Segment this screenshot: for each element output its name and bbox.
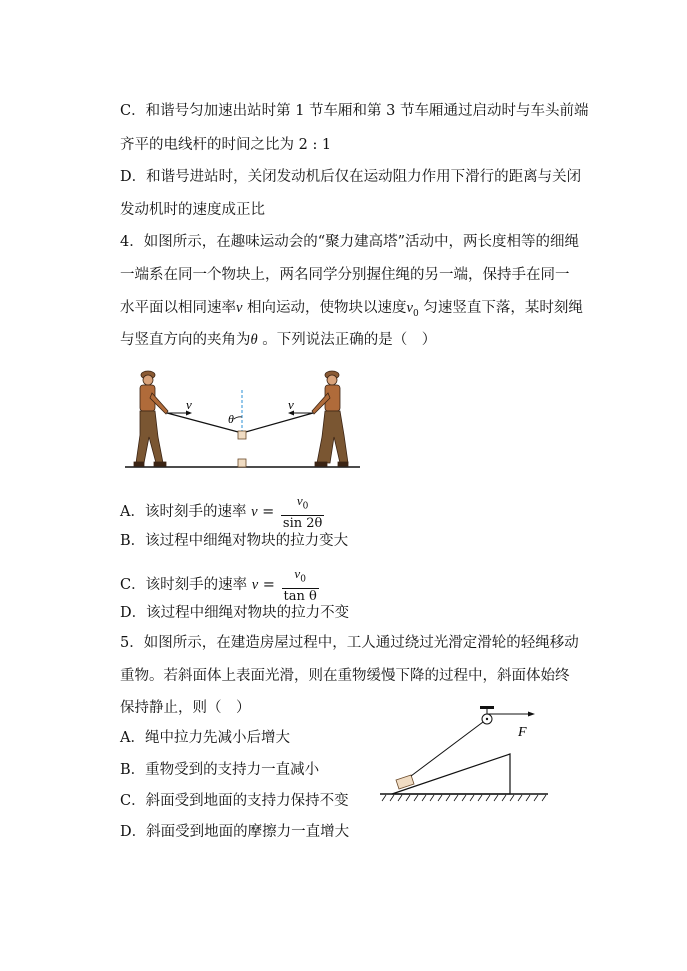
q5-stem-line2: 重物。若斜面体上表面光滑，则在重物缓慢下降的过程中，斜面体始终 bbox=[120, 668, 570, 684]
angle-arc bbox=[234, 417, 242, 419]
left-person bbox=[134, 371, 168, 466]
q4-stem-line2: 一端系在同一个物块上，两名同学分别握住绳的另一端，保持手在同一 bbox=[120, 267, 570, 283]
theta-label: θ bbox=[228, 412, 234, 426]
q4-option-c-fraction: $\frac{v_0}{\text{tan θ}}$ bbox=[283, 566, 317, 604]
q5-stem-line1: 5．如图所示，在建造房屋过程中，工人通过绕过光滑定滑轮的轻绳移动 bbox=[120, 635, 579, 651]
ground-hatching bbox=[382, 795, 546, 801]
q5-figure bbox=[378, 700, 553, 806]
q5-option-a: A．绳中拉力先减小后增大 bbox=[120, 730, 290, 746]
q4-option-a: A．该时刻手的速率 v = $\frac{v_0}{\sin 2\theta}$ bbox=[120, 493, 323, 531]
q3-option-c-line2: 齐平的电线杆的时间之比为 2 : 1 bbox=[120, 137, 332, 153]
rope-to-pulley bbox=[411, 722, 483, 776]
block-ground bbox=[238, 459, 246, 467]
q4-option-d: D．该过程中细绳对物块的拉力不变 bbox=[120, 605, 350, 621]
right-rope bbox=[242, 413, 313, 433]
q4-figure bbox=[120, 365, 365, 475]
right-person bbox=[312, 371, 348, 466]
force-arrowhead bbox=[528, 712, 535, 717]
q3-option-d-line2: 发动机时的速度成正比 bbox=[120, 202, 265, 218]
right-velocity-label: v bbox=[288, 397, 294, 412]
q5-option-b: B．重物受到的支持力一直减小 bbox=[120, 762, 320, 778]
left-velocity-label: v bbox=[186, 397, 192, 412]
q3-option-c-line1: C．和谐号匀加速出站时第 1 节车厢和第 3 节车厢通过启动时与车头前端 bbox=[120, 103, 589, 119]
q4-option-a-fraction: $\frac{v_0}{\sin 2\theta}$ bbox=[282, 493, 323, 531]
q4-stem-line4: 与竖直方向的夹角为θ 。下列说法正确的是（ ） bbox=[120, 332, 437, 348]
q4-stem-line1: 4．如图所示，在趣味运动会的“聚力建高塔”活动中，两长度相等的细绳 bbox=[120, 234, 580, 250]
q3-option-d-line1: D．和谐号进站时，关闭发动机后仅在运动阻力作用下滑行的距离与关闭 bbox=[120, 169, 582, 185]
q4-option-c: C．该时刻手的速率 v = $\frac{v_0}{\text{tan θ}}$ bbox=[120, 566, 317, 604]
q4-option-b: B．该过程中细绳对物块的拉力变大 bbox=[120, 533, 349, 549]
incline-block bbox=[392, 754, 510, 794]
force-label: F bbox=[518, 725, 527, 740]
q5-option-d: D．斜面受到地面的摩擦力一直增大 bbox=[120, 824, 350, 840]
block-upper bbox=[238, 431, 246, 439]
q5-stem-line3: 保持静止，则（ ） bbox=[120, 700, 251, 716]
pulley-mount bbox=[480, 706, 494, 709]
q5-option-c: C．斜面受到地面的支持力保持不变 bbox=[120, 793, 349, 809]
q4-stem-line3: 水平面以相同速率v 相向运动，使物块以速度$v_0$ 匀速竖直下落，某时刻绳 bbox=[120, 300, 583, 319]
